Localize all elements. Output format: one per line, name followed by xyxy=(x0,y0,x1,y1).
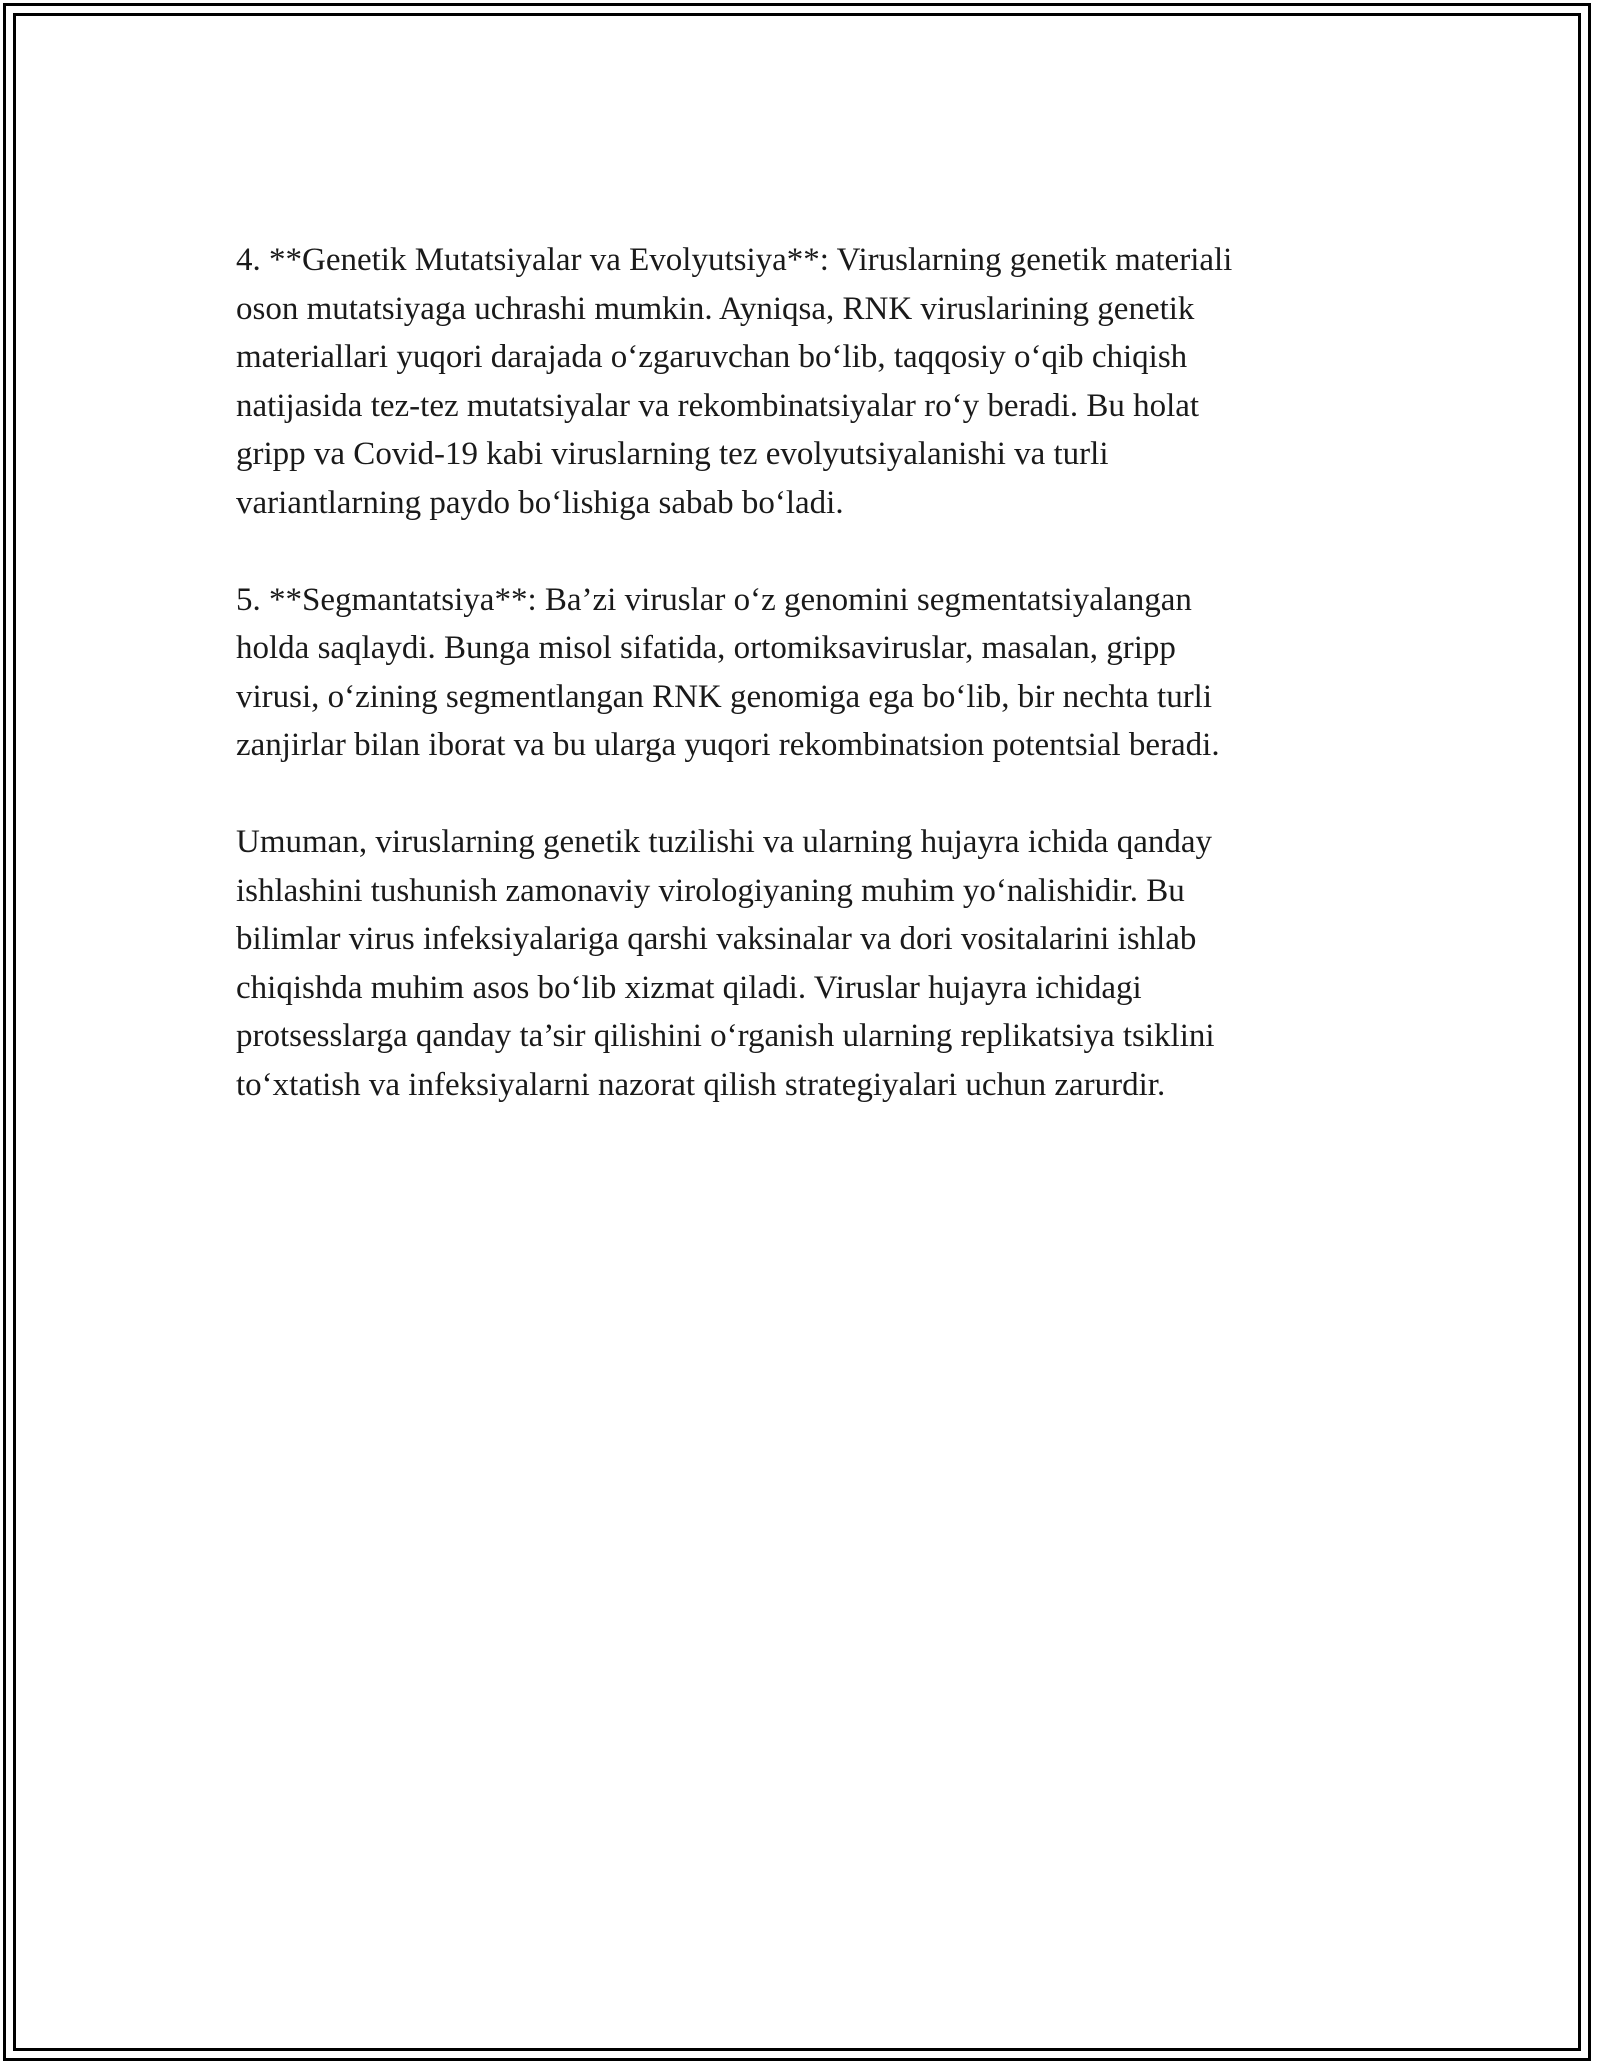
paragraph-genetic-mutations: 4. **Genetik Mutatsiyalar va Evolyutsiya**: Viruslarning genetik materiali oson mutatsiyaga uchrashi mumkin. Ayniqsa, RNK viruslarining genetik materiallari yuqori darajada o‘zgaruvchan bo‘lib, taqqosiy o‘qib chiqish natijasida tez-tez mutatsiyalar va rekombinatsiyalar ro‘y beradi. Bu holat gripp va Covid-19 kabi viruslarning tez evolyutsiyalanishi va turli variantlarning paydo bo‘lishiga sabab bo‘ladi. xyxy=(236,242,1233,521)
paragraph-segmentation: 5. **Segmantatsiya**: Ba’zi viruslar o‘z genomini segmentatsiyalangan holda saqlaydi. Bunga misol sifatida, ortomiksaviruslar, masalan, gripp virusi, o‘zining segmentlangan RNK genomiga ega bo‘lib, bir nechta turli zanjirlar bilan iborat va bu ularga yuqori rekombinatsion potentsial beradi. xyxy=(236,581,1220,763)
paragraph-conclusion: Umuman, viruslarning genetik tuzilishi va ularning hujayra ichida qanday ishlashini tushunish zamonaviy virologiyaning muhim yo‘nalishidir. Bu bilimlar virus infeksiyalariga qarshi vaksinalar va dori vositalarini ishlab chiqishda muhim asos bo‘lib xizmat qiladi. Viruslar hujayra ichidagi protsesslarga qanday ta’sir qilishini o‘rganish ularning replikatsiya tsiklini to‘xtatish va infeksiyalarni nazorat qilish strategiyalari uchun zarurdir. xyxy=(236,824,1215,1103)
document-body xyxy=(236,236,1386,1158)
